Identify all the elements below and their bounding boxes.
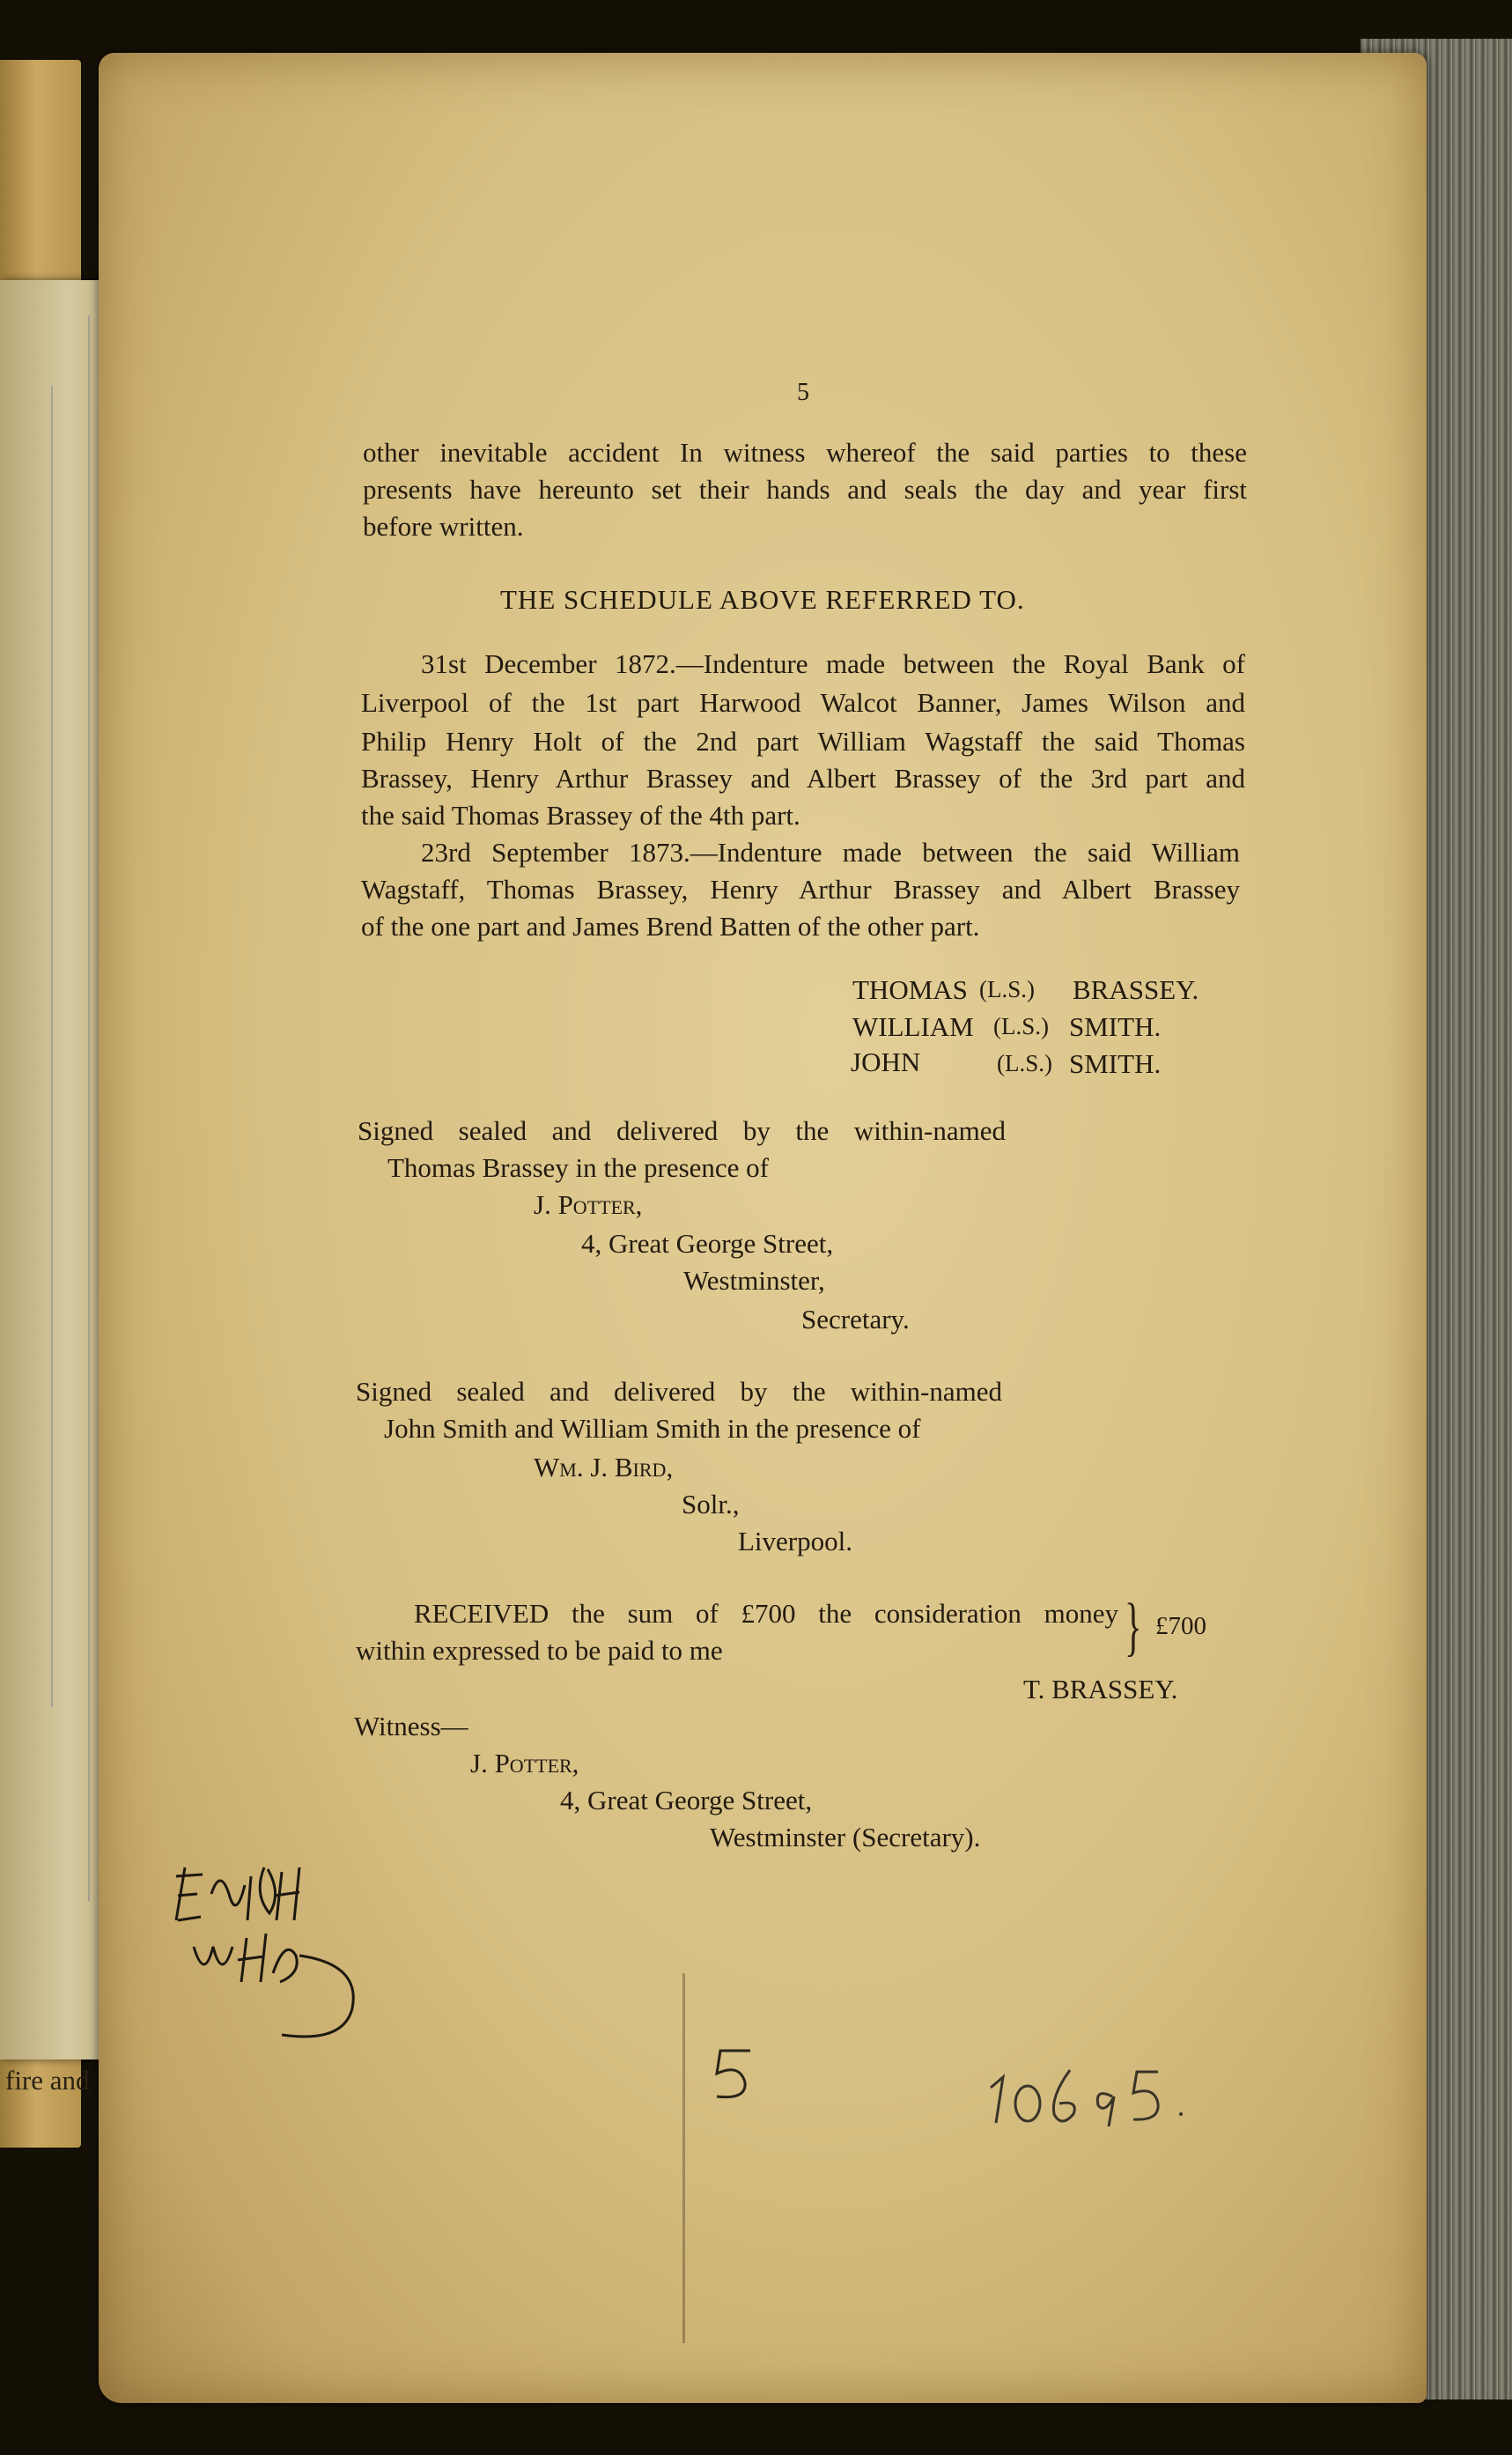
schedule-entry1-line-4: Brassey, Henry Arthur Brassey and Albert Brassey of the 3rd part and	[361, 763, 1245, 794]
seal-mark: (L.S.)	[993, 1013, 1049, 1039]
witness-city: Westminster (Secretary).	[710, 1822, 981, 1852]
page-number: 5	[797, 379, 809, 406]
receipt-amount: £700	[1155, 1612, 1206, 1640]
witness-label: Witness—	[354, 1711, 468, 1741]
attestation1-address: 4, Great George Street,	[581, 1228, 834, 1259]
witness-name: J. Potter,	[470, 1748, 579, 1778]
seal-mark: (L.S.)	[979, 976, 1035, 1002]
opening-line-2: presents have hereunto set their hands and seals the day and year first	[363, 474, 1247, 505]
receipt-line-2: within expressed to be paid to me	[356, 1635, 723, 1666]
handwritten-reference-number	[982, 2061, 1193, 2132]
schedule-entry1-line-5: the said Thomas Brassey of the 4th part.	[361, 800, 800, 831]
attestation2-line-1: Signed sealed and delivered by the within-named	[356, 1376, 1002, 1407]
signatory-first-name: WILLIAM	[852, 1011, 974, 1042]
witness-address: 4, Great George Street,	[560, 1785, 813, 1815]
attestation1-line-1: Signed sealed and delivered by the within-named	[358, 1115, 1006, 1146]
signatory-last-name: SMITH.	[1069, 1011, 1162, 1042]
receipt-brace-icon: }	[1124, 1591, 1142, 1663]
opening-line-3: before written.	[363, 511, 524, 542]
schedule-entry1-line-1: 31st December 1872.—Indenture made between the Royal Bank of	[421, 648, 1245, 679]
left-page-text-fragment: fire and	[5, 2065, 90, 2096]
attestation1-city: Westminster,	[683, 1265, 825, 1296]
signatory-first-name: JOHN	[851, 1046, 921, 1077]
schedule-entry2-line-1: 23rd September 1873.—Indenture made between the said William	[421, 837, 1240, 868]
schedule-entry2-line-3: of the one part and James Brend Batten of the other part.	[361, 911, 980, 942]
schedule-entry1-line-3: Philip Henry Holt of the 2nd part William Wagstaff the said Thomas	[361, 726, 1245, 757]
page-crease	[682, 1973, 685, 2343]
attestation2-city: Liverpool.	[738, 1526, 852, 1557]
receipt-signer: T. BRASSEY.	[1023, 1674, 1178, 1704]
attestation2-line-2: John Smith and William Smith in the presence of	[384, 1413, 921, 1444]
handwritten-page-mark	[704, 2044, 766, 2105]
receipt-line-1: RECEIVED the sum of £700 the consideration money	[414, 1598, 1118, 1629]
attestation2-witness: Wm. J. Bird,	[534, 1452, 674, 1483]
schedule-heading: THE SCHEDULE ABOVE REFERRED TO.	[500, 584, 1025, 615]
schedule-entry2-line-2: Wagstaff, Thomas Brassey, Henry Arthur Brassey and Albert Brassey	[361, 874, 1240, 905]
attestation2-role: Solr.,	[682, 1489, 740, 1520]
attestation1-role: Secretary.	[801, 1304, 910, 1335]
seal-mark: (L.S.)	[997, 1050, 1052, 1076]
signatory-last-name: BRASSEY.	[1073, 974, 1199, 1005]
handwritten-initials-signature	[167, 1841, 387, 2052]
signatory-first-name: THOMAS	[852, 974, 968, 1005]
schedule-entry1-line-2: Liverpool of the 1st part Harwood Walcot Banner, James Wilson and	[361, 687, 1245, 718]
opening-line-1: other inevitable accident In witness whereof the said parties to these	[363, 437, 1247, 468]
attestation1-witness: J. Potter,	[534, 1189, 643, 1220]
attestation1-line-2: Thomas Brassey in the presence of	[387, 1152, 770, 1183]
signatory-last-name: SMITH.	[1069, 1048, 1162, 1079]
